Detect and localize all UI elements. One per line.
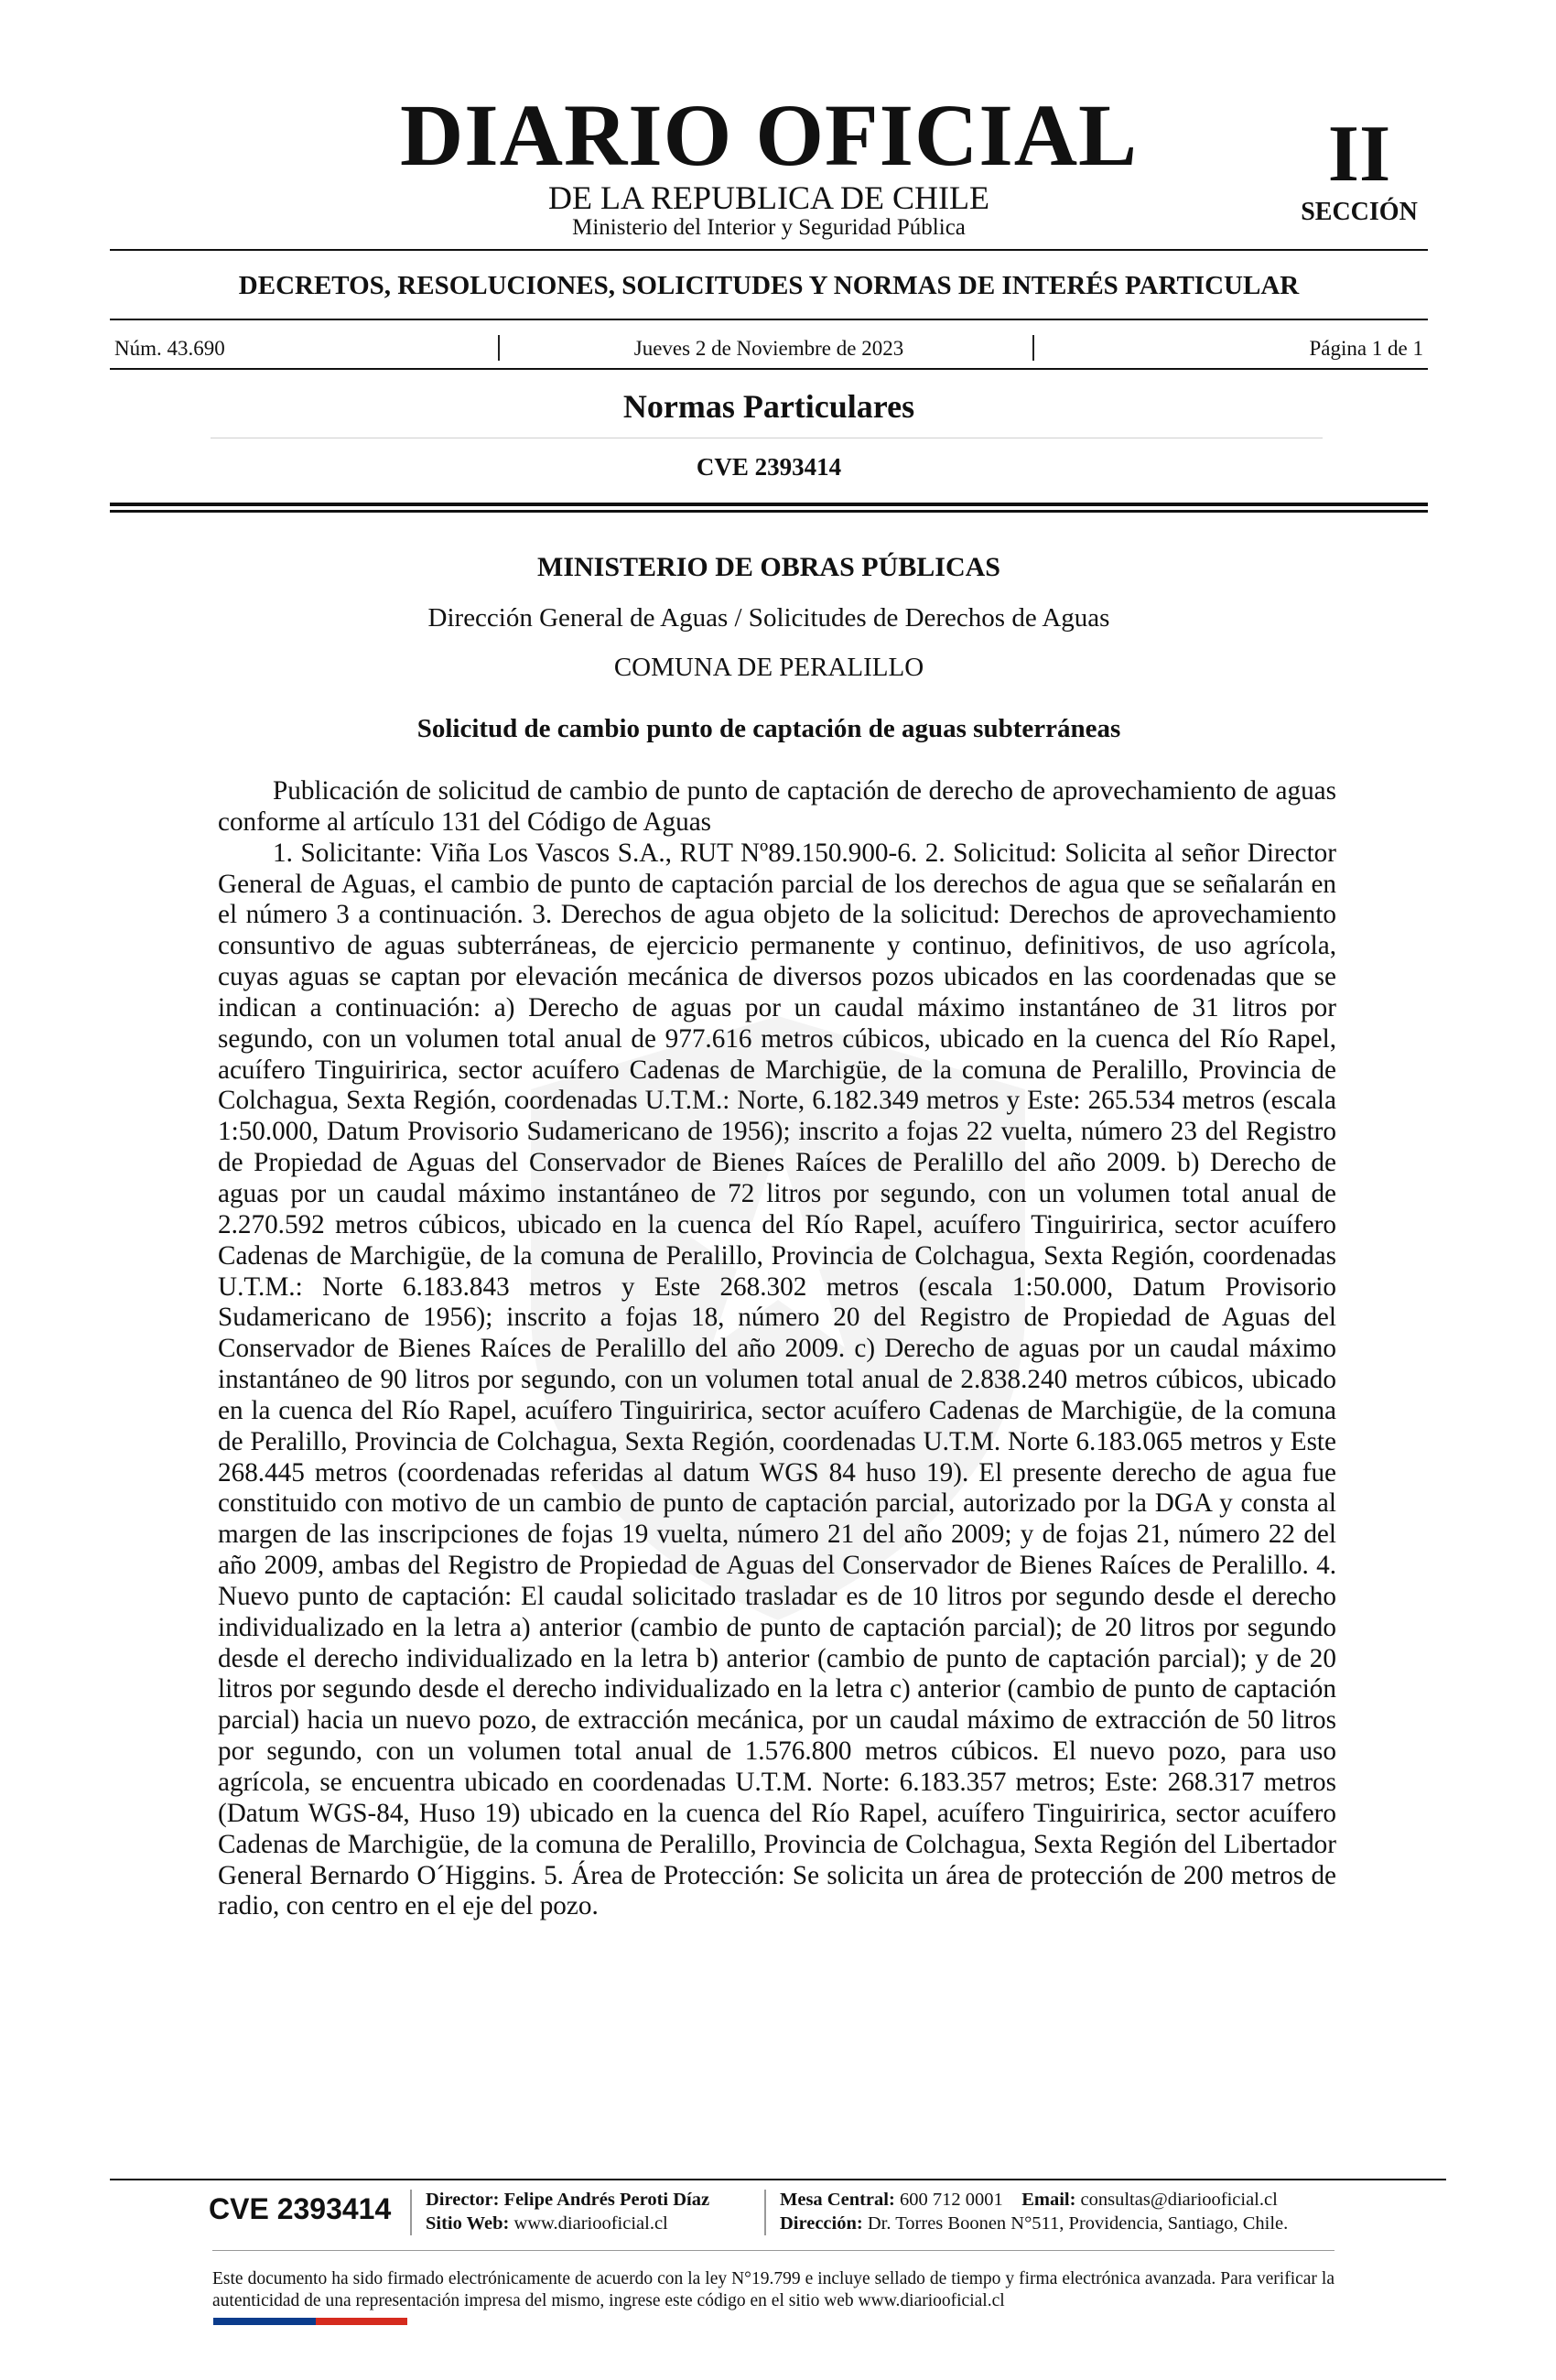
footer-director-block <box>426 2188 709 2235</box>
footer-separator <box>410 2190 412 2235</box>
newspaper-title: DIARIO OFICIAL <box>399 86 1139 184</box>
issue-number: Núm. 43.690 <box>114 337 225 360</box>
site-label: Sitio Web: <box>426 2213 510 2234</box>
site-link[interactable]: www.diariooficial.cl <box>513 2213 668 2234</box>
footer-inner-divider <box>212 2250 1334 2251</box>
issue-date: Jueves 2 de Noviembre de 2023 <box>633 337 904 360</box>
address-label: Dirección: <box>780 2213 863 2234</box>
newspaper-ministry: Ministerio del Interior y Seguridad Pública <box>572 215 966 240</box>
notice-comuna: COMUNA DE PERALILLO <box>613 653 924 682</box>
newspaper-subtitle: DE LA REPUBLICA DE CHILE <box>548 179 989 216</box>
info-divider <box>110 368 1428 370</box>
director-label: Director: <box>426 2190 500 2210</box>
footer-legal-note: Este documento ha sido firmado electrónicamente de acuerdo con la ley N°19.799 e incluye sellado de tiempo y firma electrónica avanzada. Para verificar la autenticidad de una representación impresa del mismo, ingrese este código en el sitio web www.diariooficial.cl <box>212 2269 1334 2310</box>
issue-info-bar <box>110 335 1428 362</box>
page-indicator: Página 1 de 1 <box>1309 337 1423 360</box>
banner-divider <box>110 319 1428 320</box>
footer-separator <box>764 2190 766 2235</box>
header-banner: DECRETOS, RESOLUCIONES, SOLICITUDES Y NORMAS DE INTERÉS PARTICULAR <box>238 271 1300 300</box>
cve-code: CVE 2393414 <box>696 453 842 481</box>
thick-divider-top <box>110 503 1428 506</box>
email-label: Email: <box>1021 2190 1076 2210</box>
address-value: Dr. Torres Boonen N°511, Providencia, Santiago, Chile. <box>867 2213 1289 2234</box>
masthead-divider <box>110 249 1428 251</box>
footer-divider <box>110 2179 1446 2180</box>
mesa-label: Mesa Central: <box>780 2190 895 2210</box>
notice-paragraph: 1. Solicitante: Viña Los Vascos S.A., RUT Nº89.150.900-6. 2. Solicitud: Solicita al señor Director General de Aguas, el cambio de punto de captación parcial de los derechos de agua que se señalarán en el número 3 a continuación. 3. Derechos de agua objeto de la solicitud: Derechos de aprovechamiento consuntivo de aguas subterráneas, de ejercicio permanente y continuo, definitivos, de uso agrícola, cuyas aguas se captan por elevación mecánica de diversos pozos ubicados en las coordenadas que se indican a continuación: a) Derecho de aguas por un caudal máximo instantáneo de 31 litros por segundo, con un volumen total anual de 977.616 metros cúbicos, ubicado en la cuenca del Río Rapel, acuífero Tinguiririca, sector acuífero Cadenas de Marchigüe, de la comuna de Peralillo, Provincia de Colchagua, Sexta Región, coordenadas U.T.M.: Norte, 6.182.349 metros y Este: 265.534 metros (escala 1:50.000, Datum Provisorio Sudamericano de 1956); inscrito a fojas 22 vuelta, número 23 del Registro de Propiedad de Aguas del Conservador de Bienes Raíces de Peralillo del año 2009. b) Derecho de aguas por un caudal máximo instantáneo de 72 litros por segundo, con un volumen total anual de 2.270.592 metros cúbicos, ubicado en la cuenca del Río Rapel, acuífero Tinguiririca, sector acuífero Cadenas de Marchigüe, de la comuna de Peralillo, Provincia de Colchagua, Sexta Región, coordenadas U.T.M.: Norte 6.183.843 metros y Este 268.302 metros (escala 1:50.000, Datum Provisorio Sudamericano de 1956); inscrito a fojas 18, número 20 del Registro de Propiedad de Aguas del Conservador de Bienes Raíces de Peralillo del año 2009. c) Derecho de aguas por un caudal máximo instantáneo de 90 litros por segundo, con un volumen total anual de 2.838.240 metros cúbicos, ubicado en la cuenca del Río Rapel, acuífero Tinguiririca, sector acuífero Cadenas de Marchigüe, de la comuna de Peralillo, Provincia de Colchagua, Sexta Región, coordenadas U.T.M. Norte 6.183.065 metros y Este 268.445 metros (coordenadas referidas al datum WGS 84 huso 19). El presente derecho de agua fue constituido con motivo de un cambio de punto de captación parcial, autorizado por la DGA y consta al margen de las inscripciones de fojas 19 vuelta, número 21 del año 2009; y de fojas 21, número 22 del año 2009, ambas del Registro de Propiedad de Aguas del Conservador de Bienes Raíces de Peralillo. 4. Nuevo punto de captación: El caudal solicitado trasladar es de 10 litros por segundo desde el derecho individualizado en la letra a) anterior (cambio de punto de captación parcial); de 20 litros por segundo desde el derecho individualizado en la letra b) anterior (cambio de punto de captación parcial); y de 20 litros por segundo desde el derecho individualizado en la letra c) anterior (cambio de punto de captación parcial) hacia un nuevo pozo, de extracción mecánica, por un caudal máximo de extracción de 50 litros por segundo, con un volumen total anual de 1.576.800 metros cúbicos. El nuevo pozo, para uso agrícola, se encuentra ubicado en coordenadas U.T.M. Norte: 6.183.357 metros; Este: 268.317 metros (Datum WGS-84, Huso 19) ubicado en la cuenca del Río Rapel, acuífero Tinguiririca, sector acuífero Cadenas de Marchigüe, de la comuna de Peralillo, Provincia de Colchagua, Sexta Región del Libertador General Bernardo O´Higgins. 5. Área de Protección: Se solicita un área de protección de 200 metros de radio, con centro en el eje del pozo. <box>218 838 1336 1921</box>
section-label: SECCIÓN <box>1301 198 1418 226</box>
flag-stripe-red <box>316 2318 407 2325</box>
notice-body <box>218 776 1336 1922</box>
info-separator <box>1032 335 1034 361</box>
section-number: II <box>1327 110 1391 199</box>
notice-title: Solicitud de cambio punto de captación de aguas subterráneas <box>416 714 1121 743</box>
email-link[interactable]: consultas@diariooficial.cl <box>1080 2190 1278 2210</box>
notice-paragraph: Publicación de solicitud de cambio de punto de captación de derecho de aprovechamiento de aguas conforme al artículo 131 del Código de Aguas <box>218 776 1336 837</box>
footer-cve-code: CVE 2393414 <box>209 2192 392 2225</box>
director-name: Felipe Andrés Peroti Díaz <box>503 2190 710 2210</box>
thick-divider-bottom <box>110 510 1428 513</box>
mesa-phone: 600 712 0001 <box>899 2190 1003 2210</box>
flag-stripe-blue <box>213 2318 316 2325</box>
category-heading: Normas Particulares <box>622 388 915 425</box>
notice-ministry: MINISTERIO DE OBRAS PÚBLICAS <box>537 552 1000 582</box>
footer-contact-block <box>780 2188 1288 2235</box>
notice-direction: Dirección General de Aguas / Solicitudes de Derechos de Aguas <box>427 603 1110 633</box>
